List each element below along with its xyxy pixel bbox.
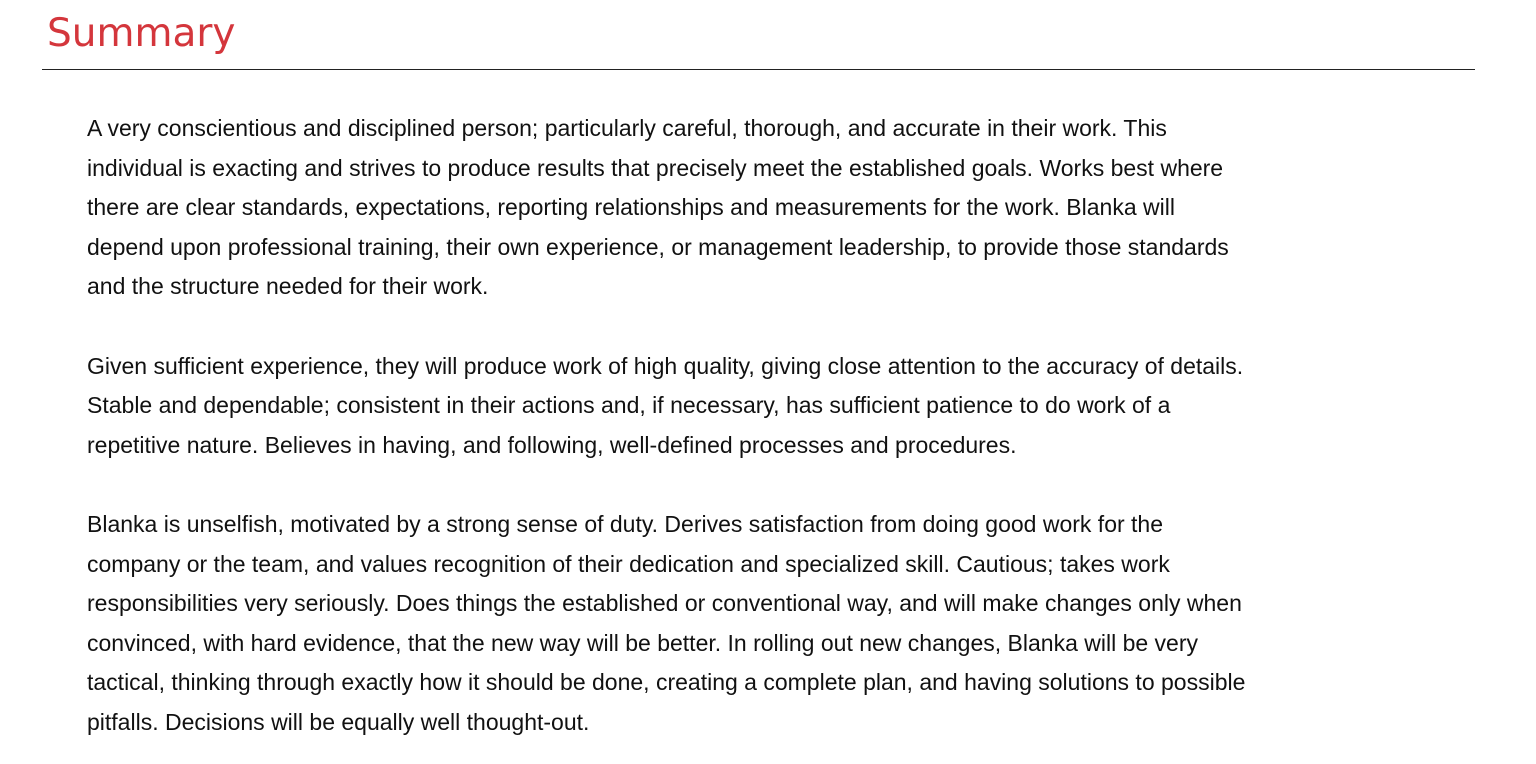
summary-paragraph: Given sufficient experience, they will produce work of high quality, giving close attention to the accuracy of details. Stable and dependable; consistent in their actions and, if necessary, has sufficient patience to do work of a repetitive nature. Believes in having, and following, well-defined processes and procedures.: [87, 352, 1244, 458]
summary-paragraph: Blanka is unselfish, motivated by a strong sense of duty. Derives satisfaction from doing good work for the company or the team, and values recognition of their dedication and specialized skill. Cautious; takes work responsibilities very seriously. Does things the established or conventional way, and will make changes only when convinced, with hard evidence, that the new way will be better. In rolling out new changes, Blanka will be very tactical, thinking through exactly how it should be done, creating a complete plan, and having solutions to possible pitfalls. Decisions will be equally well thought-out.: [87, 510, 1246, 735]
summary-paragraph: A very conscientious and disciplined person; particularly careful, thorough, and accurate in their work. This individual is exacting and strives to produce results that precisely meet the established goals. Works best where there are clear standards, expectations, reporting relationships and measurements for the work. Blanka will depend upon professional training, their own experience, or management leadership, to provide those standards and the structure needed for their work.: [87, 115, 1229, 300]
section-title: Summary: [47, 11, 236, 56]
title-divider: [42, 69, 1475, 70]
summary-body: [87, 109, 1432, 743]
